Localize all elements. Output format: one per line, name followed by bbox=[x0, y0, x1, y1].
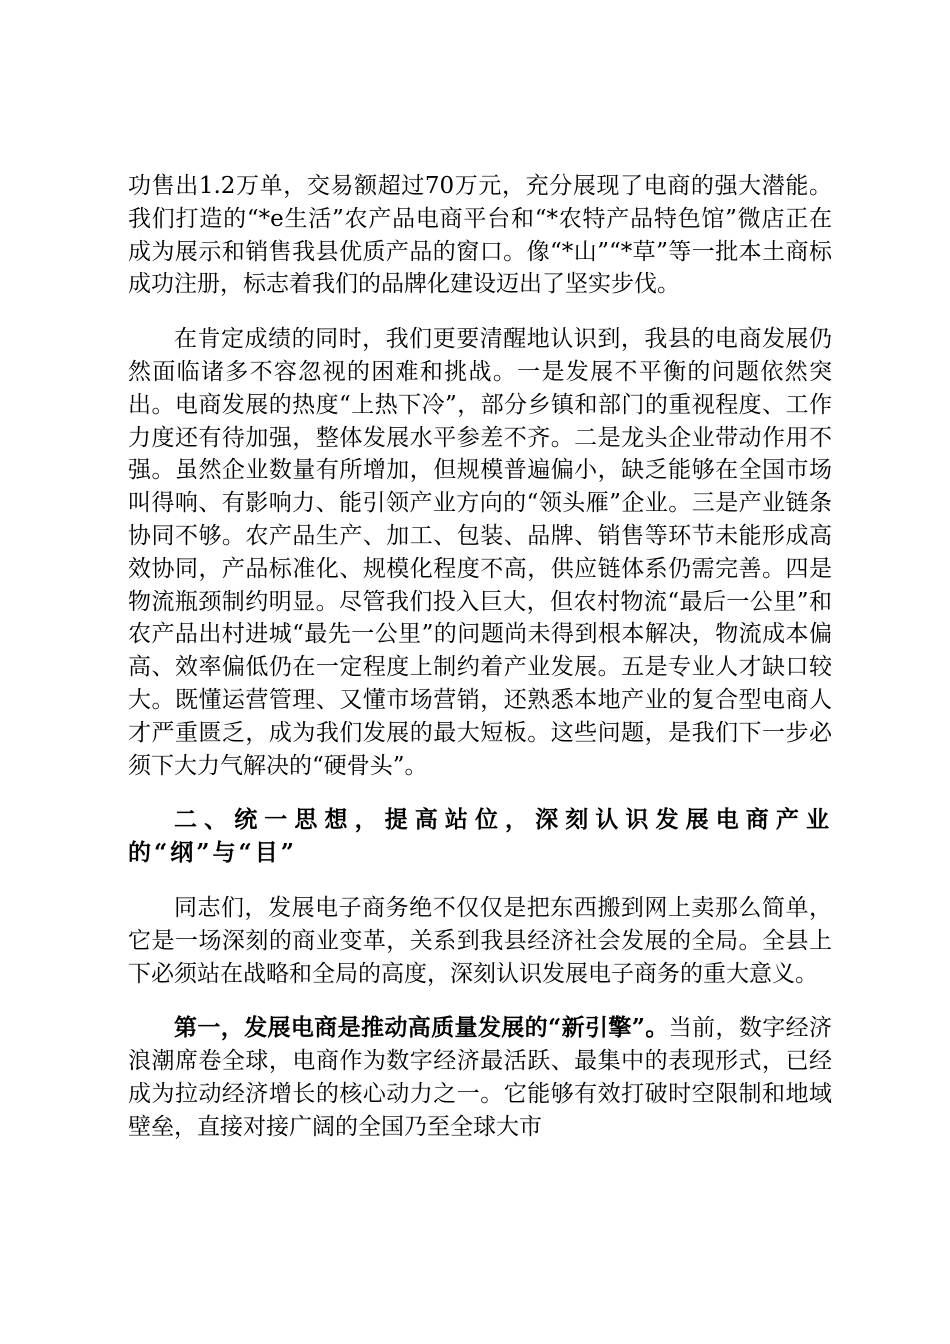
paragraph-challenges: 在肯定成绩的同时，我们更要清醒地认识到，我县的电商发展仍然面临诸多不容忽视的困难和挑战。一是发展不平衡的问题依然突出。电商发展的热度“上热下冷”，部分乡镇和部门的重视程度、工作力度还有待加强，整体发展水平参差不齐。二是龙头企业带动作用不强。虽然企业数量有所增加，但规模普遍偏小，缺乏能够在全国市场叫得响、有影响力、能引领产业方向的“领头雁”企业。三是产业链条协同不够。农产品生产、加工、包装、品牌、销售等环节未能形成高效协同，产品标准化、规模化程度不高，供应链体系仍需完善。四是物流瓶颈制约明显。尽管我们投入巨大，但农村物流“最后一公里”和农产品出村进城“最先一公里”的问题尚未得到根本解决，物流成本偏高、效率偏低仍在一定程度上制约着产业发展。五是专业人才缺口较大。既懂运营管理、又懂市场营销，还熟悉本地产业的复合型电商人才严重匮乏，成为我们发展的最大短板。这些问题，是我们下一步必须下大力气解决的“硬骨头”。 bbox=[128, 326, 832, 779]
paragraph-point-one bbox=[128, 1012, 832, 1143]
paragraph-continuation: 功售出1.2万单，交易额超过70万元，充分展现了电商的强大潜能。我们打造的“*e生活”农产品电商平台和“*农特产品特色馆”微店正在成为展示和销售我县优质产品的窗口。像“*山”“*草”等一批本土商标成功注册，标志着我们的品牌化建设迈出了坚实步伐。 bbox=[128, 173, 832, 298]
section-heading-2: 二、统一思想，提高站位，深刻认识发展电商产业的“纲”与“目” bbox=[128, 806, 832, 867]
point-one-lead: 第一，发展电商是推动高质量发展的“新引擎”。 bbox=[174, 1014, 669, 1042]
point-one-body: 当前，数字经济浪潮席卷全球，电商作为数字经济最活跃、最集中的表现形式，已经成为拉动经济增长的核心动力之一。它能够有效打破时空限制和地域壁垒，直接对接广阔的全国乃至全球大市 bbox=[128, 1015, 832, 1140]
paragraph-importance-intro: 同志们，发展电子商务绝不仅仅是把东西搬到网上卖那么简单，它是一场深刻的商业变革，关系到我县经济社会发展的全局。全县上下必须站在战略和全局的高度，深刻认识发展电子商务的重大意义。 bbox=[128, 894, 832, 987]
document-page bbox=[128, 170, 832, 1144]
